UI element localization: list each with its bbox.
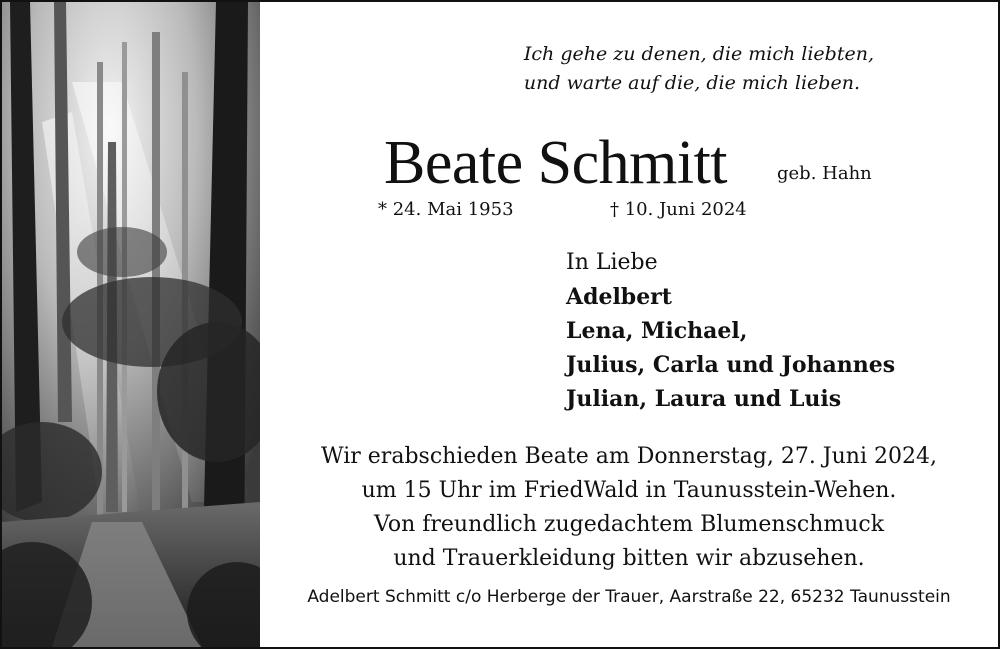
quote-line-2: und warte auf die, die mich lieben. [523, 72, 860, 94]
deceased-name: Beate Schmitt [384, 129, 728, 197]
forest-image [2, 2, 260, 647]
service-line: um 15 Uhr im FriedWald in Taunusstein-Wehen. [361, 478, 897, 503]
mourner-line: Julius, Carla und Johannes [566, 352, 896, 378]
notice-text-area [260, 2, 998, 647]
forest-photo [2, 2, 260, 647]
service-information [260, 440, 998, 576]
maiden-name: geb. Hahn [777, 163, 872, 184]
mourner-line: Lena, Michael, [566, 318, 748, 344]
mourner-line: Adelbert [566, 284, 672, 310]
service-line: Wir erabschieden Beate am Donnerstag, 27. Juni 2024, [321, 444, 937, 469]
mourner-line: Julian, Laura und Luis [566, 386, 842, 412]
service-line: Von freundlich zugedachtem Blumenschmuck [373, 512, 885, 537]
death-date: † 10. Juni 2024 [610, 199, 747, 220]
birth-date: * 24. Mai 1953 [378, 199, 514, 220]
memorial-quote [524, 40, 874, 98]
quote-line-1: Ich gehe zu denen, die mich liebten, [523, 43, 874, 65]
service-line: und Trauerkleidung bitten wir abzusehen. [393, 546, 865, 571]
contact-address: Adelbert Schmitt c/o Herberge der Trauer, Aarstraße 22, 65232 Taunusstein [307, 587, 951, 607]
mourners-intro: In Liebe [566, 250, 658, 275]
mourners-block [566, 246, 895, 416]
